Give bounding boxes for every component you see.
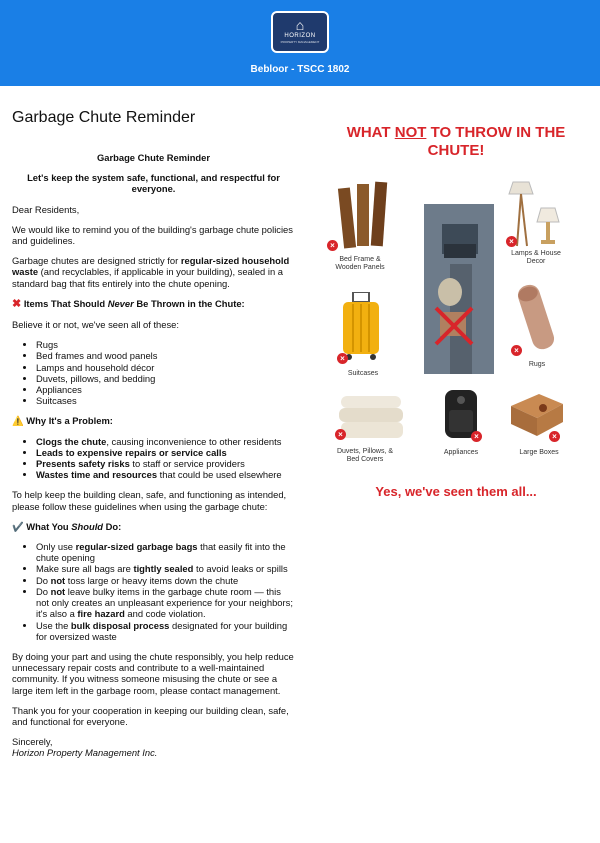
greeting: Dear Residents, bbox=[12, 203, 80, 215]
list-item: • Only use regular-sized garbage bags that easily fit into the chute opening bbox=[36, 541, 295, 563]
designed-paragraph: Garbage chutes are designed strictly for regular-sized household waste (and recyclables, if applicable in your building), sealed in a standard bag that fits entirely into the chute opening. bbox=[12, 255, 290, 289]
list-item: • Wastes time and resources that could be used elsewhere bbox=[36, 469, 295, 480]
list-item: • Do not leave bulky items in the garbage chute room — this not only creates an unpleasant experience for your neighbors; it's also a fire hazard and code violation. bbox=[36, 586, 295, 620]
closing-paragraph: By doing your part and using the chute responsibly, you help reduce unnecessary repair costs and contribute to a well-maintained community. If you witness someone misusing the chute or see a large item left in the garbage room, please contact management. bbox=[12, 650, 294, 696]
caption-lamps: Lamps & House Decor bbox=[511, 250, 561, 265]
notice-heading: Garbage Chute Reminder bbox=[96, 152, 211, 163]
caption-boxes: Large Boxes bbox=[519, 449, 559, 456]
list-item: • Rugs bbox=[36, 339, 295, 350]
list-item: • Lamps and household décor bbox=[36, 362, 295, 373]
x-icon: × bbox=[337, 353, 348, 364]
list-item: • Bed frames and wood panels bbox=[36, 350, 295, 361]
x-icon: × bbox=[511, 345, 522, 356]
list-item: • Appliances bbox=[36, 384, 295, 395]
infographic bbox=[325, 108, 587, 505]
building-name: Bebloor - TSCC 1802 bbox=[250, 64, 350, 75]
notice-body bbox=[12, 152, 295, 759]
logo-name: HORIZON bbox=[284, 33, 316, 39]
intro-paragraph: We would like to remind you of the building's garbage chute policies and guidelines. bbox=[12, 223, 293, 247]
logo-subtext: PROPERTY MANAGEMENT bbox=[280, 40, 320, 44]
horizon-logo bbox=[271, 11, 329, 53]
list-item: • Use the bulk disposal process designated for your building for oversized waste bbox=[36, 620, 295, 642]
infographic-title: WHAT NOT TO THROW IN THE CHUTE! bbox=[346, 124, 566, 159]
x-icon: × bbox=[471, 431, 482, 442]
logo-mark-icon: ⌂ bbox=[295, 17, 305, 33]
checkmark-icon: ✔️ bbox=[12, 520, 24, 532]
signature: Horizon Property Management Inc. bbox=[12, 747, 158, 759]
x-icon: × bbox=[549, 431, 560, 442]
caption-suitcases: Suitcases bbox=[347, 370, 379, 377]
x-icon: × bbox=[335, 429, 346, 440]
list-item: • Presents safety risks to staff or service providers bbox=[36, 458, 295, 469]
caption-rugs: Rugs bbox=[528, 361, 546, 368]
never-heading: ✖ Items That Should Never Be Thrown in the Chute: bbox=[12, 297, 245, 310]
sign-off: Sincerely, bbox=[12, 736, 53, 748]
list-item: • Leads to expensive repairs or service calls bbox=[36, 447, 295, 458]
suitcase-icon bbox=[339, 292, 385, 360]
duvet-icon bbox=[337, 388, 407, 444]
bed-frame-icon bbox=[335, 180, 391, 252]
list-item: • Clogs the chute, causing inconvenience to other residents bbox=[36, 436, 295, 447]
list-item: • Suitcases bbox=[36, 395, 295, 406]
problem-heading: ⚠️ Why It's a Problem: bbox=[12, 415, 113, 427]
warning-icon: ⚠️ bbox=[12, 415, 24, 427]
should-heading: ✔️ What You Should Do: bbox=[12, 520, 122, 532]
items-list bbox=[12, 339, 295, 406]
should-list bbox=[12, 541, 295, 642]
caption-bed-frame: Bed Frame & Wooden Panels bbox=[335, 256, 385, 271]
caption-duvets: Duvets, Pillows, & Bed Covers bbox=[336, 448, 394, 463]
list-item: • Duvets, pillows, and bedding bbox=[36, 373, 295, 384]
infographic-footer: Yes, we've seen them all... bbox=[375, 484, 537, 499]
list-item: • Do not toss large or heavy items down the chute bbox=[36, 575, 295, 586]
garbage-chute-icon bbox=[420, 204, 500, 374]
header-bar bbox=[0, 0, 600, 86]
list-item: • Make sure all bags are tightly sealed to avoid leaks or spills bbox=[36, 563, 295, 574]
red-x-icon: ✖ bbox=[12, 297, 22, 310]
notice-tagline: Let's keep the system safe, functional, and respectful for everyone. bbox=[27, 172, 280, 195]
believe-line: Believe it or not, we've seen all of these: bbox=[12, 319, 179, 331]
problems-list bbox=[12, 436, 295, 481]
x-icon: × bbox=[327, 240, 338, 251]
guidelines-intro: To help keep the building clean, safe, and functioning as intended, please follow these guidelines when using the garbage chute: bbox=[12, 489, 287, 512]
caption-appliances: Appliances bbox=[443, 449, 479, 456]
x-icon: × bbox=[506, 236, 517, 247]
thanks-paragraph: Thank you for your cooperation in keeping our building clean, safe, and functional for everyone. bbox=[12, 704, 289, 727]
page-title: Garbage Chute Reminder bbox=[12, 109, 196, 126]
